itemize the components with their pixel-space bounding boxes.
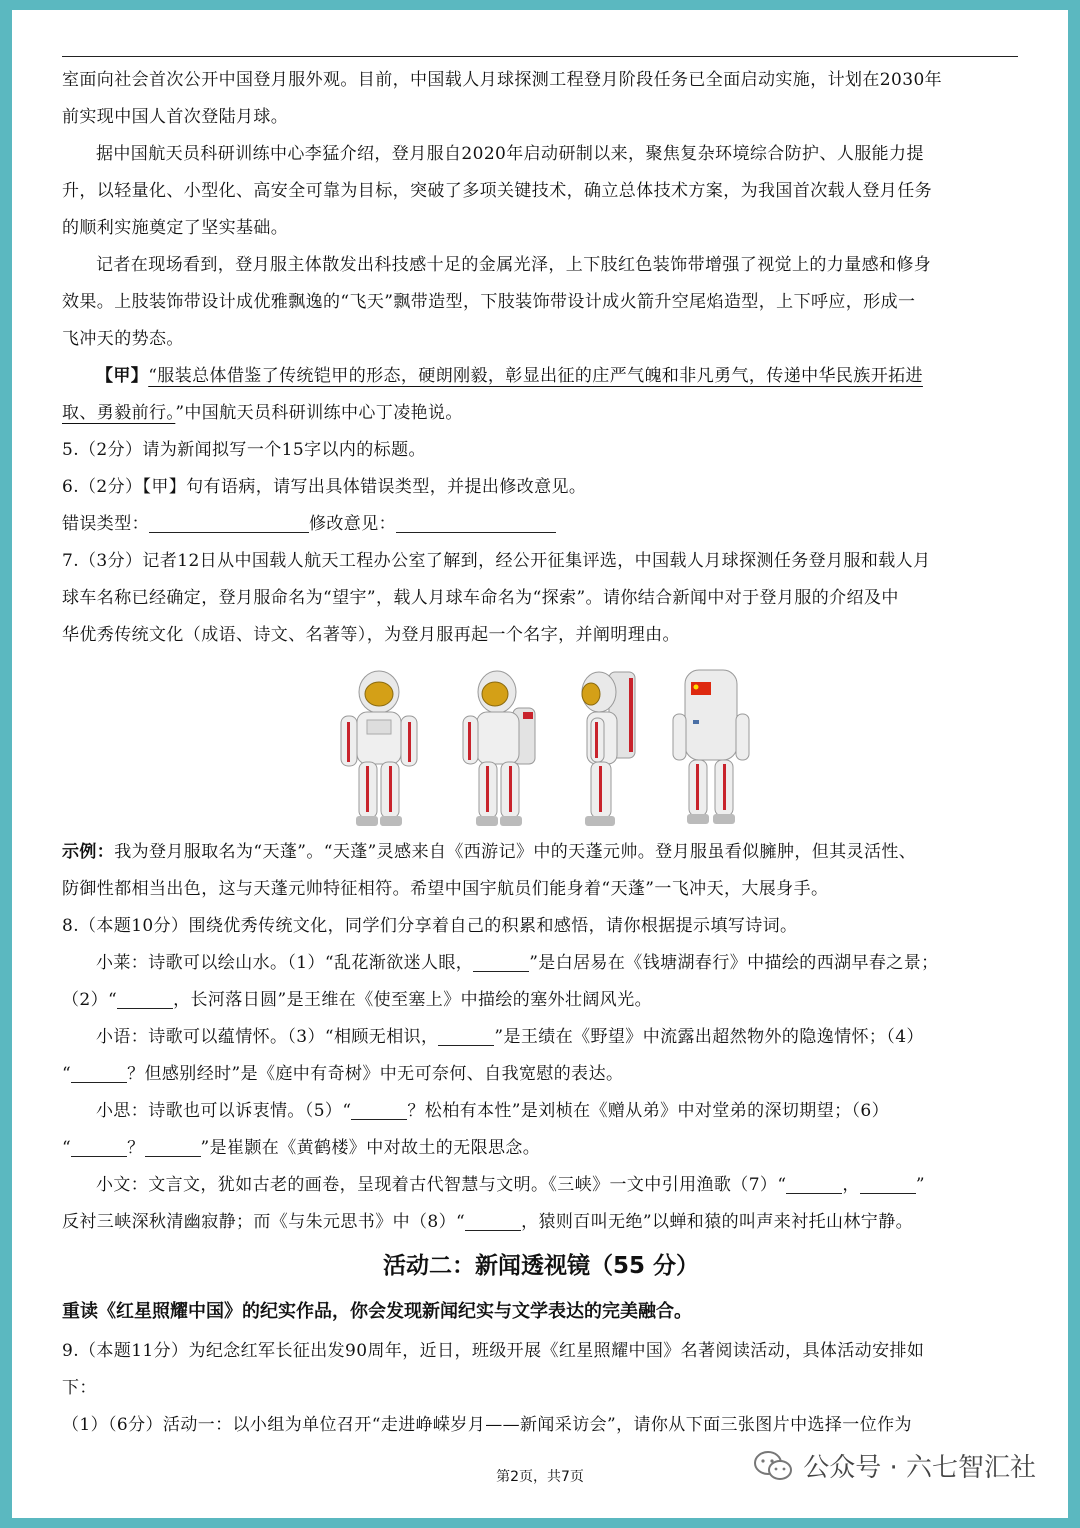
poem-text: ？松柏有本性”是刘桢在《赠从弟》中对堂弟的深切期望；（6） (407, 1101, 890, 1121)
jia-sentence-line (62, 395, 1020, 432)
section-lead: 重读《红星照耀中国》的纪实作品，你会发现新闻纪实与文学表达的完美融合。 (62, 1301, 692, 1322)
poem-blank-1[interactable] (473, 949, 529, 972)
text-line: 防御性都相当出色，这与天蓬元帅特征相符。希望中国宇航员们能身着“天蓬”一飞冲天，大展身手。 (62, 879, 829, 899)
text-line: 记者在现场看到，登月服主体散发出科技感十足的金属光泽，上下肢红色装饰带增强了视觉上的力量感和修身 (96, 255, 932, 275)
astronaut-three-quarter-figure (453, 668, 549, 828)
poem-text: 反衬三峡深秋清幽寂静；而《与朱元思书》中（8）“ (62, 1212, 466, 1232)
poem-text: “ (62, 1138, 72, 1158)
astronaut-side-figure (575, 668, 645, 828)
poem-blank-7b[interactable] (860, 1171, 916, 1194)
question-9-sub-1: （1）（6分）活动一：以小组为单位召开“走进峥嵘岁月——新闻采访会”，请你从下面三张图片中选择一位作为 (62, 1415, 912, 1435)
text-line: 华优秀传统文化（成语、诗文、名著等），为登月服再起一个名字，并阐明理由。 (62, 625, 680, 645)
poem-blank-5[interactable] (351, 1097, 407, 1120)
brand-text: 公众号 · 六七智汇社 (803, 1453, 1036, 1483)
poem-blank-8[interactable] (465, 1208, 521, 1231)
header-rule (62, 56, 1018, 57)
jia-underlined-text: 取、勇毅前行。 (62, 403, 176, 423)
question-5: 5.（2分）请为新闻拟写一个15字以内的标题。 (62, 440, 426, 460)
poem-text: 小文：文言文，犹如古老的画卷，呈现着古代智慧与文明。《三峡》一文中引用渔歌（7）“ (96, 1175, 787, 1195)
example-text: 我为登月服取名为“天蓬”。“天蓬”灵感来自《西游记》中的天蓬元帅。登月服虽看似臃肿，但其灵活性、 (114, 842, 917, 862)
poem-text: ，长河落日圆”是王维在《使至塞上》中描绘的塞外壮阔风光。 (173, 990, 652, 1010)
poem-line-6 (62, 1130, 1020, 1167)
poem-text: ， (842, 1175, 860, 1195)
poem-text: ”是崔颢在《黄鹤楼》中对故土的无限思念。 (200, 1138, 541, 1158)
text-line: 下： (62, 1378, 97, 1398)
poem-line-7 (62, 1167, 1020, 1204)
error-type-label: 错误类型： (62, 514, 149, 534)
spacesuit-figure (62, 654, 1020, 834)
question-6-answer-line (62, 506, 1020, 543)
jia-underlined-text: “服装总体借鉴了传统铠甲的形态，硬朗刚毅，彰显出征的庄严气魄和非凡勇气，传递中华民族开拓进 (148, 366, 923, 386)
text-line: 升，以轻量化、小型化、高安全可靠为目标，突破了多项关键技术，确立总体技术方案，为我国首次载人登月任务 (62, 181, 932, 201)
poem-blank-4[interactable] (71, 1060, 127, 1083)
poem-text: （2）“ (62, 990, 118, 1010)
text-line: 球车名称已经确定，登月服命名为“望宇”，载人月球车命名为“探索”。请你结合新闻中对于登月服的介绍及中 (62, 588, 899, 608)
poem-line-3 (62, 1019, 1020, 1056)
example-line (62, 834, 1020, 871)
fix-blank[interactable] (396, 510, 556, 533)
example-label: 示例： (62, 842, 115, 862)
poem-text: “ (62, 1064, 72, 1084)
poem-line-4 (62, 1056, 1020, 1093)
poem-text: ”是白居易在《钱塘湖春行》中描绘的西湖早春之景； (529, 953, 939, 973)
poem-text: ？ (127, 1138, 145, 1158)
poem-text: ，猿则百叫无绝”以蝉和猿的叫声来衬托山林宁静。 (521, 1212, 913, 1232)
poem-blank-6a[interactable] (71, 1134, 127, 1157)
text-line: 据中国航天员科研训练中心李猛介绍，登月服自2020年启动研制以来，聚焦复杂环境综合防护、人服能力提 (96, 144, 924, 164)
astronaut-front-figure (331, 668, 427, 828)
question-8: 8.（本题10分）围绕优秀传统文化，同学们分享着自己的积累和感悟，请你根据提示填写诗词。 (62, 916, 798, 936)
jia-sentence-line (62, 358, 1020, 395)
wechat-icon (753, 1449, 793, 1483)
question-6: 6.（2分）【甲】句有语病，请写出具体错误类型，并提出修改意见。 (62, 477, 587, 497)
exam-page (12, 10, 1068, 1518)
poem-blank-3[interactable] (438, 1023, 494, 1046)
poem-line-8 (62, 1204, 1020, 1241)
page-number: 第2页，共7页 (496, 1469, 584, 1485)
poem-text: 小语：诗歌可以蕴情怀。（3）“相顾无相识， (96, 1027, 439, 1047)
poem-text: ”是王绩在《野望》中流露出超然物外的隐逸情怀；（4） (494, 1027, 924, 1047)
error-type-blank[interactable] (149, 510, 309, 533)
poem-line-2 (62, 982, 1020, 1019)
poem-text: 小莱：诗歌可以绘山水。（1）“乱花渐欲迷人眼， (96, 953, 474, 973)
text-line: 室面向社会首次公开中国登月服外观。目前，中国载人月球探测工程登月阶段任务已全面启动实施，计划在2030年 (62, 70, 943, 90)
jia-marker: 【甲】 (96, 366, 149, 386)
poem-text: ” (915, 1175, 925, 1195)
brand-watermark (753, 1447, 1036, 1484)
poem-line-1 (62, 945, 1020, 982)
jia-attribution: ”中国航天员科研训练中心丁凌艳说。 (175, 403, 463, 423)
poem-text: ？但感别经时”是《庭中有奇树》中无可奈何、自我宽慰的表达。 (127, 1064, 624, 1084)
text-line: 飞冲天的势态。 (62, 329, 184, 349)
question-7: 7.（3分）记者12日从中国载人航天工程办公室了解到，经公开征集评选，中国载人月球探测任务登月服和载人月 (62, 551, 931, 571)
text-line: 的顺利实施奠定了坚实基础。 (62, 218, 289, 238)
text-line: 效果。上肢装饰带设计成优雅飘逸的“飞天”飘带造型，下肢装饰带设计成火箭升空尾焰造型，上下呼应，形成一 (62, 292, 916, 312)
poem-blank-2[interactable] (117, 986, 173, 1009)
page-content (62, 62, 1020, 1444)
astronaut-back-figure (671, 668, 751, 828)
question-9: 9.（本题11分）为纪念红军长征出发90周年，近日，班级开展《红星照耀中国》名著阅读活动，具体活动安排如 (62, 1341, 925, 1361)
poem-blank-7a[interactable] (786, 1171, 842, 1194)
text-line: 前实现中国人首次登陆月球。 (62, 107, 289, 127)
poem-line-5 (62, 1093, 1020, 1130)
poem-text: 小思：诗歌也可以诉衷情。（5）“ (96, 1101, 352, 1121)
poem-blank-6b[interactable] (145, 1134, 201, 1157)
fix-label: 修改意见： (309, 514, 396, 534)
section-heading: 活动二：新闻透视镜（55 分） (382, 1253, 699, 1279)
